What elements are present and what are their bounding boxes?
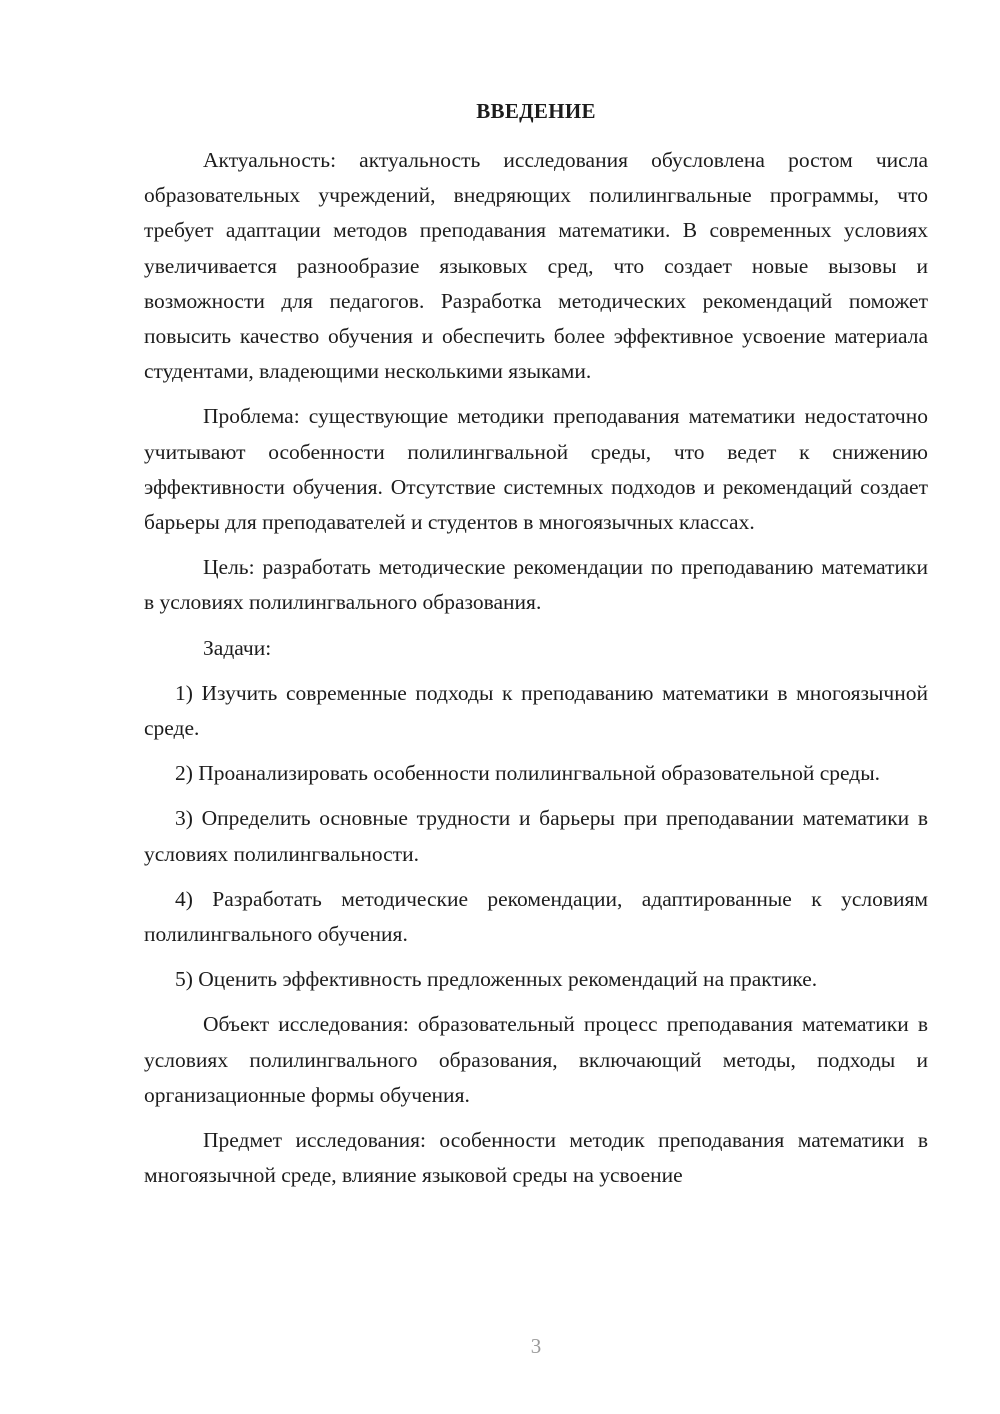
paragraph-subject: Предмет исследования: особенности методик преподавания математики в многоязычной среде, влияние языковой среды на усвоение [144,1128,928,1188]
paragraph-goal: Цель: разработать методические рекомендации по преподаванию математики в условиях полилингвального образования. [144,555,928,615]
document-body [144,143,928,1193]
paragraph-object: Объект исследования: образовательный процесс преподавания математики в условиях полилингвального образования, включающий методы, подходы и организационные формы обучения. [144,1012,928,1107]
task-item-5: 5) Оценить эффективность предложенных рекомендаций на практике. [175,967,818,992]
task-item-3: 3) Определить основные трудности и барьеры при преподавании математики в условиях полилингвальности. [144,806,928,866]
task-item-4: 4) Разработать методические рекомендации, адаптированные к условиям полилингвального обучения. [144,886,928,947]
section-title: ВВЕДЕНИЕ [476,99,596,123]
page-number: 3 [530,1334,542,1358]
task-item-2: 2) Проанализировать особенности полилингвальной образовательной среды. [175,761,881,786]
task-item-1: 1) Изучить современные подходы к преподаванию математики в многоязычной среде. [144,680,928,741]
tasks-heading: Задачи: [203,635,272,660]
paragraph-problem: Проблема: существующие методики преподавания математики недостаточно учитывают особенности полилингвальной среды, что ведет к снижению эффективности обучения. Отсутствие системных подходов и рекомендаций создает барьеры для преподавателей и студентов в многоязычных классах. [144,404,928,535]
paragraph-relevance: Актуальность: актуальность исследования обусловлена ростом числа образовательных учреждений, внедряющих полилингвальные программы, что требует адаптации методов преподавания математики. В современных условиях увеличивается разнообразие языковых сред, что создает новые вызовы и возможности для педагогов. Разработка методических рекомендаций поможет повысить качество обучения и обеспечить более эффективное усвоение материала студентами, владеющими несколькими языками. [144,148,928,384]
